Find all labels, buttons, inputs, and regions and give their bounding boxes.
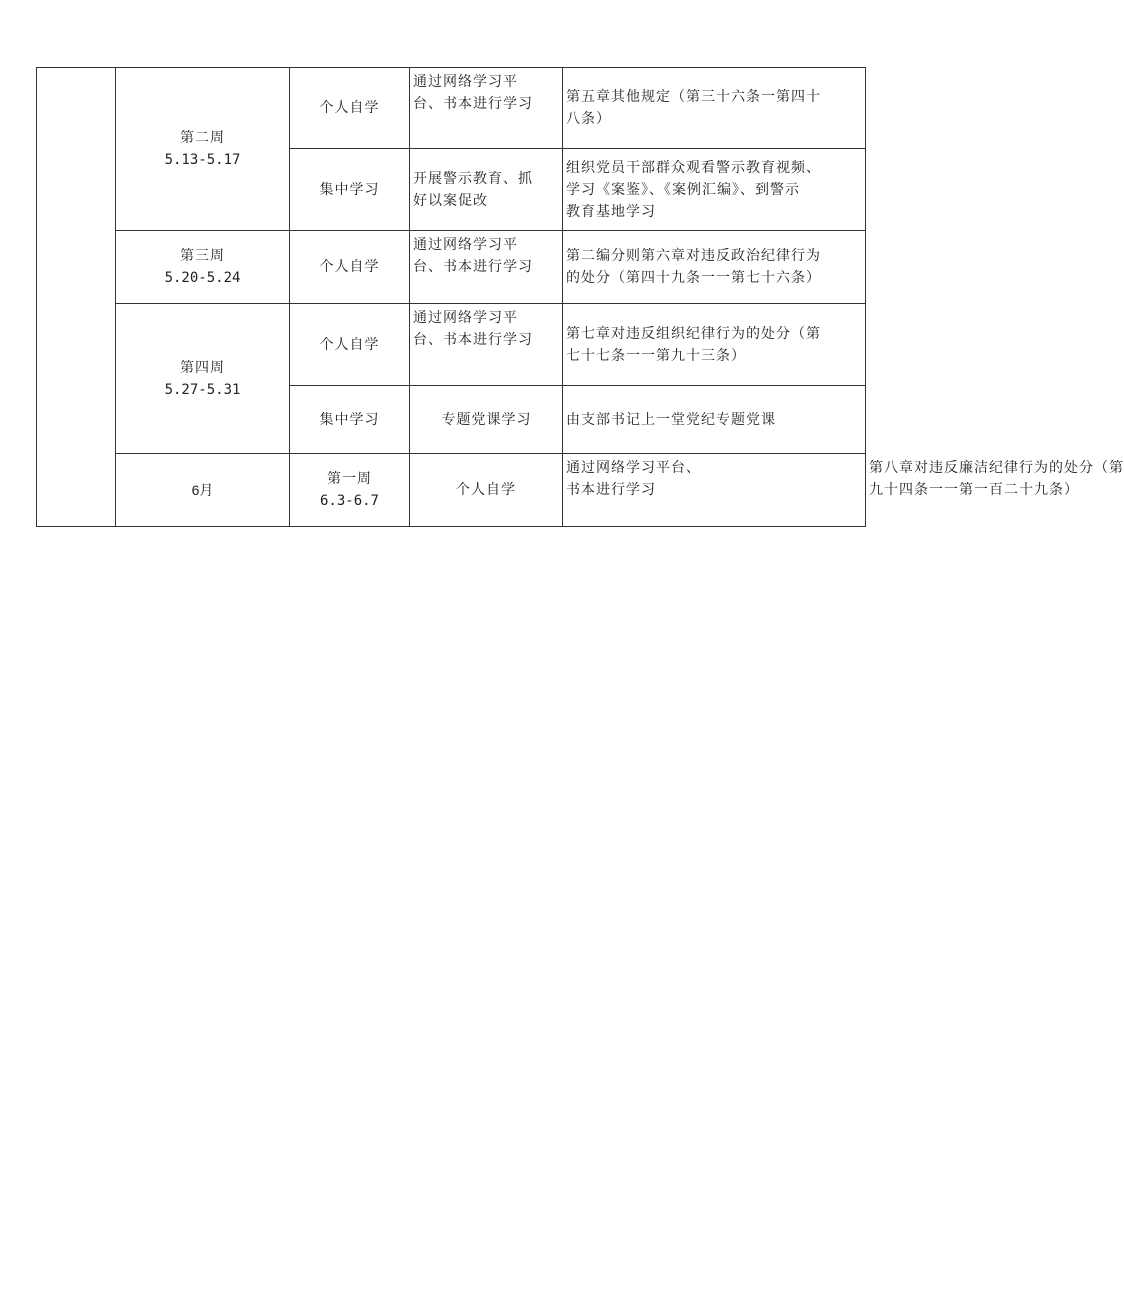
study-type: 个人自学 <box>319 100 380 116</box>
study-form-line: 通过网络学习平 <box>413 74 518 90</box>
study-content-line: 教育基地学习 <box>566 203 656 220</box>
table-row <box>37 68 866 149</box>
study-form-cell <box>410 304 563 386</box>
study-form-line: 台、书本进行学习 <box>413 96 533 112</box>
study-form-line: 开展警示教育、抓 <box>413 170 533 187</box>
study-content-line: 八条） <box>566 111 611 127</box>
study-type: 集中学习 <box>319 181 380 198</box>
table-row: 6月 第一周 6.3-6.7 个人自学 通过网络学习平台、 书本进行学习 第八章对违反廉洁纪律行为的处分（第 九十四条一一第一百二十九条） <box>37 454 866 527</box>
study-form-line: 台、书本进行学习 <box>413 332 533 348</box>
study-type: 个人自学 <box>319 336 380 353</box>
study-content-line: 组织党员干部群众观看警示教育视频、 <box>566 159 821 176</box>
week-cell <box>116 68 290 231</box>
study-form-line: 通过网络学习平 <box>413 237 518 253</box>
week-cell <box>116 304 290 454</box>
study-content-cell <box>563 386 866 454</box>
study-form-cell <box>410 386 563 454</box>
week-cell <box>290 454 410 527</box>
study-form-line: 书本进行学习 <box>566 482 656 498</box>
week-label: 第一周 <box>327 471 372 487</box>
study-content-line: 第五章其他规定（第三十六条一第四十 <box>566 89 821 105</box>
study-type-cell <box>290 304 410 386</box>
study-content-cell <box>563 149 866 231</box>
week-dates: 5.13-5.17 <box>164 152 241 168</box>
week-label: 第二周 <box>180 130 225 146</box>
study-form-line: 通过网络学习平台、 <box>566 460 701 476</box>
week-dates: 5.27-5.31 <box>164 381 241 398</box>
week-label: 第三周 <box>180 248 225 264</box>
week-cell <box>116 231 290 304</box>
study-form-cell <box>410 149 563 231</box>
study-form-cell <box>410 231 563 304</box>
study-type-cell <box>290 386 410 454</box>
study-type: 个人自学 <box>319 259 380 275</box>
table-row <box>37 231 866 304</box>
week-dates: 6.3-6.7 <box>319 493 379 509</box>
study-form-cell <box>563 454 866 527</box>
week-label: 第四周 <box>180 359 225 376</box>
study-content-cell <box>563 68 866 149</box>
study-type-cell <box>290 68 410 149</box>
month-label: 6月 <box>191 481 214 498</box>
study-content-line: 七十七条一一第九十三条） <box>566 347 746 364</box>
study-form-line: 专题党课学习 <box>441 411 532 428</box>
study-content-cell <box>563 304 866 386</box>
study-type: 集中学习 <box>319 411 380 428</box>
study-content-line: 第二编分则第六章对违反政治纪律行为 <box>566 248 821 264</box>
study-form-line: 通过网络学习平 <box>413 310 518 326</box>
study-schedule-table <box>36 67 1124 527</box>
table-row <box>37 304 866 386</box>
month-cell-may <box>37 68 116 527</box>
study-content-line: 学习《案鉴》、《案例汇编》、到警示 <box>566 181 800 198</box>
study-type-cell <box>410 454 563 527</box>
study-form-line: 好以案促改 <box>413 192 488 209</box>
study-form-line: 台、书本进行学习 <box>413 259 533 275</box>
study-content-line: 由支部书记上一堂党纪专题党课 <box>566 411 776 428</box>
study-content-line: 的处分（第四十九条一一第七十六条） <box>566 270 821 286</box>
study-form-cell <box>410 68 563 149</box>
week-dates: 5.20-5.24 <box>164 270 241 286</box>
month-cell-june <box>116 454 290 527</box>
study-type-cell <box>290 149 410 231</box>
study-content-line: 第七章对违反组织纪律行为的处分（第 <box>566 325 821 342</box>
study-content-cell <box>563 231 866 304</box>
study-type-cell <box>290 231 410 304</box>
study-type: 个人自学 <box>456 482 516 498</box>
